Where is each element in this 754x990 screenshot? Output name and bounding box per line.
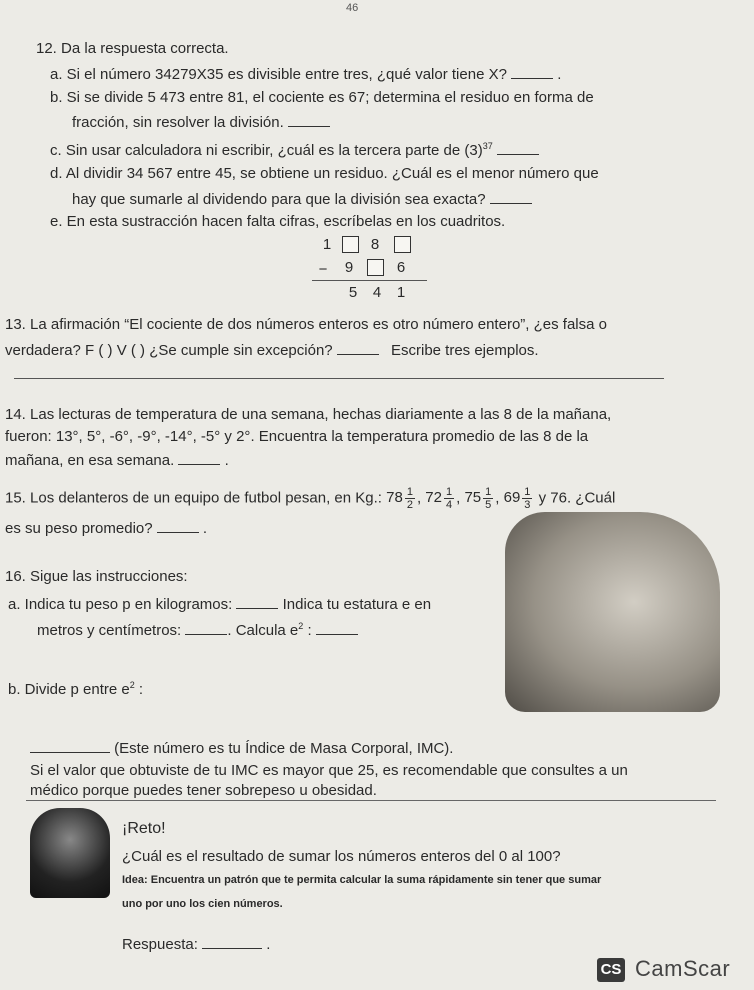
q16-a-line2: metros y centímetros: . Calcula $e^2$ : [37, 620, 358, 639]
q16-text: b. Divide p entre e [8, 681, 130, 698]
q16-advice-line1: Si el valor que obtuviste de tu IMC es mayor que 25, es recomendable que consultes a un [30, 762, 628, 779]
q12-d-line1: d. Al dividir 34 567 entre 45, se obtiene un residuo. ¿Cuál es el menor número que [50, 165, 599, 182]
q16-a-line1 [8, 594, 431, 613]
q15-line2: es su peso promedio? . [5, 520, 208, 537]
challenge-answer: Respuesta: . [122, 936, 271, 953]
answer-blank[interactable] [30, 738, 110, 753]
challenge-question: ¿Cuál es el resultado de sumar los números enteros del 0 al 100? [122, 848, 561, 865]
q13-text: verdadera? F ( ) V ( ) ¿Se cumple sin excepción? [5, 342, 333, 359]
mixed-number: 78 $\frac{1}{2}$ [386, 486, 413, 511]
q12-b-line1: b. Si se divide 5 473 entre 81, el cociente es 67; determina el residuo en forma de [50, 89, 594, 106]
teacher-avatar [30, 808, 110, 898]
q16-imc-line [30, 738, 453, 757]
minus-sign: − [318, 261, 328, 278]
q14-text: mañana, en esa semana. [5, 452, 175, 469]
digit: 9 [344, 259, 354, 276]
answer-line[interactable] [14, 378, 664, 379]
q15-text: es su peso promedio? [5, 520, 153, 537]
q14-label: fueron: [5, 428, 52, 445]
answer-label: Respuesta: [122, 936, 198, 953]
digit: 4 [372, 284, 382, 301]
q16-text: Indica tu estatura e en [282, 596, 432, 613]
q12-a-text: a. Si el número 34279X35 es divisible entre tres, ¿qué valor tiene X? [50, 66, 507, 83]
subtraction-line [312, 280, 427, 281]
q16-advice-line2: médico porque puedes tener sobrepeso u obesidad. [30, 782, 377, 799]
answer-blank[interactable] [337, 340, 379, 355]
digit: 1 [322, 236, 332, 253]
q16-text: (Este número es tu Índice de Masa Corporal, IMC). [114, 740, 454, 757]
answer-blank[interactable] [157, 518, 199, 533]
missing-digit-box[interactable] [367, 259, 384, 276]
digit: 1 [396, 284, 406, 301]
q15-text: y 76. ¿Cuál [538, 489, 616, 507]
q15-line1: 15. Los delanteros de un equipo de futbol pesan, en Kg.: 78 $\frac{1}{2}$ , 72 $\frac{1}{4}$ , 75 $\frac{1}{5}$ , 69 $\frac{1}{3}$ y 76. ¿Cuál [5, 486, 616, 511]
answer-blank[interactable] [490, 189, 532, 204]
q12-item-c [50, 140, 539, 159]
q15-text: 15. Los delanteros de un equipo de futbol pesan, en Kg.: [5, 489, 382, 507]
exponent: 2 [129, 680, 135, 690]
challenge-title: ¡Reto! [122, 820, 166, 837]
answer-blank[interactable] [236, 594, 278, 609]
q12-d-line2 [72, 189, 532, 208]
q16-text: . Calcula e [227, 622, 299, 639]
q12-c-text: c. Sin usar calculadora ni escribir, ¿cuál es la tercera parte de (3) [50, 142, 483, 159]
exponent: 2 [298, 621, 304, 631]
answer-blank[interactable] [185, 620, 227, 635]
camscanner-watermark: CamScar [635, 956, 731, 981]
q13-line1: 13. La afirmación “El cociente de dos números enteros es otro número entero”, ¿es falsa o [5, 316, 607, 333]
mixed-number: 69 $\frac{1}{3}$ [503, 486, 531, 511]
answer-blank[interactable] [316, 620, 358, 635]
q16-title: 16. Sigue las instrucciones: [5, 568, 188, 585]
q13-examples: Escribe tres ejemplos. [390, 342, 539, 359]
q14-text: . Encuentra la temperatura promedio de las 8 de la [250, 428, 589, 445]
answer-blank[interactable] [511, 64, 553, 79]
digit: 5 [348, 284, 358, 301]
q12-d-text: hay que sumarle al dividendo para que la división sea exacta? [72, 191, 486, 208]
digit: 6 [396, 259, 406, 276]
q13-line2 [5, 340, 539, 359]
q12-item-a: a. Si el número 34279X35 es divisible entre tres, ¿qué valor tiene X? . [50, 66, 562, 83]
challenge-idea-line1: Idea: Encuentra un patrón que te permita calcular la suma rápidamente sin tener que sumar [122, 874, 602, 886]
missing-digit-box[interactable] [394, 236, 411, 253]
q14-line2 [5, 428, 588, 445]
q12-e-text: e. En esta sustracción hacen falta cifras, escríbelas en los cuadritos. [50, 213, 506, 230]
page-number: 46 [346, 2, 359, 14]
q14-line3: mañana, en esa semana. . [5, 452, 229, 469]
answer-blank[interactable] [202, 934, 262, 949]
answer-blank[interactable] [178, 450, 220, 465]
q16-text: metros y centímetros: [37, 622, 182, 639]
q12-b-text: fracción, sin resolver la división. [72, 114, 284, 131]
q16-b-line: b. Divide p entre $e^2$ : [8, 680, 144, 698]
mixed-number: 72 $\frac{1}{4}$ [425, 486, 453, 511]
q16-text: a. Indica tu peso p en kilogramos: [8, 596, 233, 613]
digit: 8 [370, 236, 380, 253]
q14-line1: 14. Las lecturas de temperatura de una semana, hechas diariamente a las 8 de la mañana, [5, 406, 612, 423]
q12-title: 12. Da la respuesta correcta. [36, 40, 229, 57]
answer-blank[interactable] [288, 112, 330, 127]
q12-b-line2 [72, 112, 330, 131]
temperature-list: 13°, 5°, -6°, -9°, -14°, -5° y 2° [55, 428, 251, 445]
person-photo [505, 512, 720, 712]
challenge-idea-line2: uno por uno los cien números. [122, 898, 283, 910]
missing-digit-box[interactable] [342, 236, 359, 253]
exponent: 37 [482, 141, 493, 151]
camscanner-logo: CS [597, 958, 625, 982]
answer-blank[interactable] [497, 140, 539, 155]
mixed-number: 75 $\frac{1}{5}$ [464, 486, 492, 511]
